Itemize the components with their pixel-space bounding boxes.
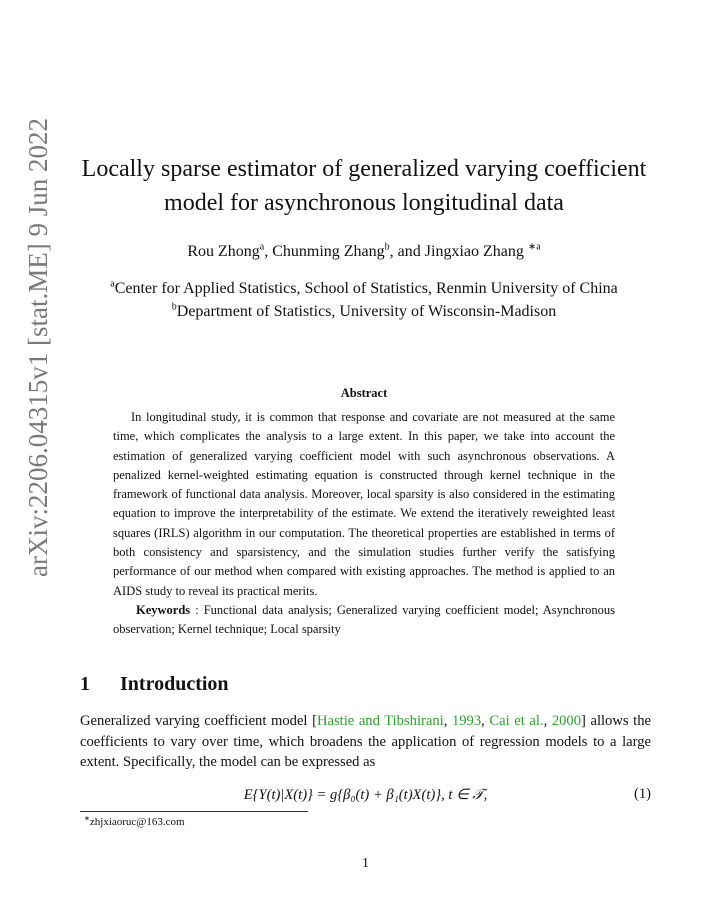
- equation-body: E{Y(t)|X(t)} = g{β₀(t) + β₁(t)X(t)}, t ∈ 𝒯,: [243, 787, 488, 803]
- author-separator: , and: [389, 243, 425, 260]
- paper-title: [80, 152, 648, 220]
- affiliation-a-marker: a: [110, 278, 115, 290]
- affiliation-b-marker: b: [171, 301, 177, 313]
- affiliation-b-text: Department of Statistics, University of Wisconsin-Madison: [176, 303, 557, 320]
- citation-link-2000[interactable]: 2000: [551, 713, 582, 729]
- author-separator: ,: [264, 243, 273, 260]
- affiliation-a-text: Center for Applied Statistics, School of Statistics, Renmin University of China: [114, 280, 618, 297]
- keywords-label: Keywords: [136, 602, 191, 617]
- introduction-paragraph: [80, 711, 651, 773]
- author-3-affil-marker: ∗a: [527, 241, 541, 253]
- intro-text: ,: [543, 713, 552, 729]
- affiliation-a: [60, 280, 668, 298]
- affiliation-b: [60, 303, 668, 321]
- intro-text: ,: [443, 713, 452, 729]
- author-1-affil-marker: a: [259, 241, 265, 253]
- abstract-heading: Abstract: [340, 386, 388, 400]
- page-number: 1: [362, 856, 369, 871]
- intro-text: Generalized varying coefficient model [: [80, 713, 317, 729]
- author-2-affil-marker: b: [384, 241, 390, 253]
- title-line-1: Locally sparse estimator of generalized varying coefficient: [81, 156, 647, 182]
- title-line-2: model for asynchronous longitudinal data: [164, 190, 564, 216]
- intro-text: ,: [481, 713, 490, 729]
- keywords-paragraph: [113, 601, 615, 640]
- author-3: Jingxiao Zhang: [424, 243, 528, 260]
- section-title: Introduction: [120, 673, 229, 695]
- keywords-list: Functional data analysis; Generalized varying coefficient model; Asynchronous observation; Kernel technique; Local sparsity: [113, 602, 615, 637]
- section-number: 1: [80, 673, 90, 695]
- footnote-divider: [80, 811, 308, 812]
- keywords-separator: :: [190, 602, 204, 617]
- footnote-marker: ∗: [84, 814, 90, 823]
- citation-link-cai-et-al[interactable]: Cai et al.: [489, 713, 544, 729]
- arxiv-stamp-text: arXiv:2206.04315v1 [stat.ME] 9 Jun 2022: [22, 118, 53, 577]
- citation-link-1993[interactable]: 1993: [451, 713, 482, 729]
- footnote-email: zhjxiaoruc@163.com: [89, 816, 185, 828]
- abstract-text: In longitudinal study, it is common that response and covariate are not measured at the same time, which complicates the analysis to a large extent. In this paper, we take into account the estimation of generalized varying coefficient model with such asynchronous observations. A penalized kernel-weighted estimating equation is constructed through kernel technique in the framework of functional data analysis. Moreover, local sparsity is also considered in the estimating equation to improve the interpretability of the estimate. We extend the iteratively reweighted least squares (IRLS) algorithm in our computation. The theoretical properties are established in terms of both consistency and sparsistency, and the simulation studies further verify the satisfying performance of our method when compared with existing approaches. The method is applied to an AIDS study to reveal its practical merits.: [113, 410, 615, 598]
- abstract-body: [113, 408, 615, 640]
- citation-link-hastie-tibshirani[interactable]: Hastie and Tibshirani: [316, 713, 444, 729]
- equation-number: (1): [633, 786, 651, 802]
- author-2: Chunming Zhang: [272, 243, 385, 260]
- author-1: Rou Zhong: [187, 243, 260, 260]
- footnote: [84, 816, 185, 828]
- section-heading-introduction: [80, 673, 229, 696]
- author-list: [80, 243, 648, 261]
- arxiv-stamp: [14, 100, 62, 595]
- intro-text: ] allows the coefficients to vary over time, which broadens the application of regression models to a large extent. Specifically, the model can be expressed as: [80, 713, 652, 771]
- equation-1: [80, 786, 651, 804]
